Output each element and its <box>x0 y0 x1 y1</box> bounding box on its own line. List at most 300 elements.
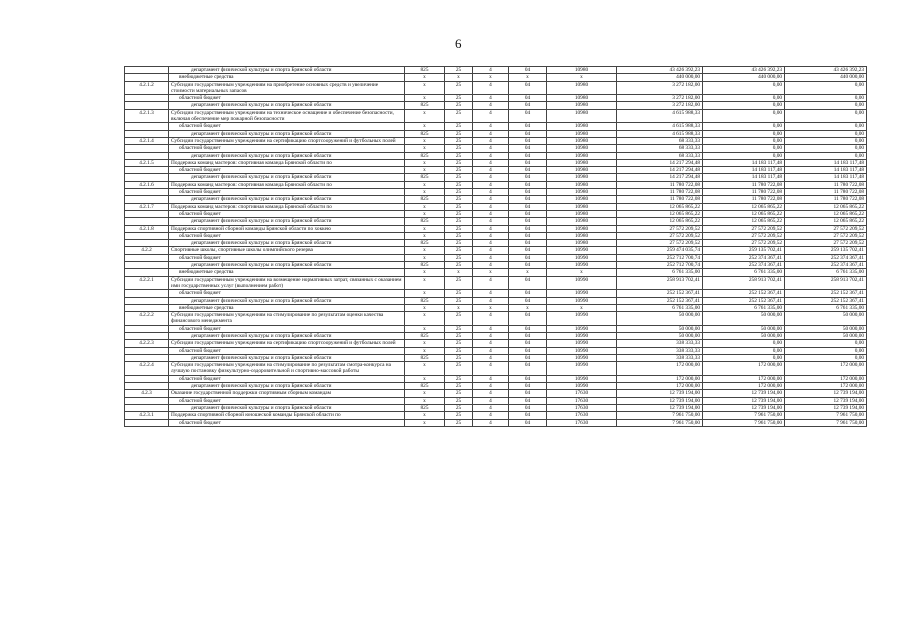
amount-year3-cell: 7 961 750,00 <box>785 419 867 426</box>
code-subprogram-cell: 4 <box>473 390 509 397</box>
code-program-cell: 25 <box>445 276 473 290</box>
code-direction-cell: 10980 <box>547 189 617 196</box>
code-subprogram-cell: 4 <box>473 340 509 347</box>
amount-year1-cell: 172 000,00 <box>617 383 703 390</box>
amount-year1-cell: 14 217 294,48 <box>617 167 703 174</box>
code-direction-cell: 10990 <box>547 383 617 390</box>
amount-year2-cell: 0,00 <box>703 340 785 347</box>
row-number-cell <box>125 152 169 159</box>
code-event-cell: 04 <box>509 218 547 225</box>
amount-year1-cell: 172 000,00 <box>617 362 703 376</box>
row-number-cell: 4.2.2.2 <box>125 312 169 326</box>
code-program-cell: 25 <box>445 137 473 144</box>
code-gp-cell: 825 <box>405 174 445 181</box>
table-row <box>125 276 867 290</box>
amount-year3-cell: 0,00 <box>785 145 867 152</box>
amount-year1-cell: 338 333,33 <box>617 354 703 361</box>
code-subprogram-cell: 4 <box>473 203 509 210</box>
code-program-cell: 25 <box>445 181 473 188</box>
amount-year3-cell: 172 000,00 <box>785 375 867 382</box>
code-direction-cell: 10990 <box>547 254 617 261</box>
code-gp-cell: x <box>405 203 445 210</box>
row-number-cell <box>125 210 169 217</box>
amount-year3-cell: 440 000,00 <box>785 74 867 81</box>
code-event-cell: 04 <box>509 210 547 217</box>
amount-year3-cell: 14 183 117,48 <box>785 174 867 181</box>
amount-year2-cell: 0,00 <box>703 102 785 109</box>
row-number-cell <box>125 254 169 261</box>
row-name-cell: департамент физической культуры и спорта Брянской области <box>169 297 405 304</box>
row-number-cell: 4.2.3 <box>125 390 169 397</box>
code-direction-cell: 17630 <box>547 412 617 419</box>
table-row <box>125 102 867 109</box>
row-name-cell: Субсидии государственным учреждениям на техническое оснащение и обеспечение безопасности, включая обеспечение мер пожарной безопасности <box>169 109 405 123</box>
code-direction-cell: x <box>547 269 617 276</box>
amount-year1-cell: 172 000,00 <box>617 375 703 382</box>
code-gp-cell: x <box>405 74 445 81</box>
row-name-cell: Оказание государственной поддержки спортивным сборным командам <box>169 390 405 397</box>
table-row <box>125 167 867 174</box>
row-number-cell <box>125 404 169 411</box>
code-subprogram-cell: 4 <box>473 95 509 102</box>
code-subprogram-cell: 4 <box>473 196 509 203</box>
row-number-cell <box>125 232 169 239</box>
code-direction-cell: 10980 <box>547 137 617 144</box>
table-row <box>125 404 867 411</box>
code-program-cell: 25 <box>445 123 473 130</box>
amount-year1-cell: 259 474 035,74 <box>617 247 703 254</box>
code-event-cell: 04 <box>509 362 547 376</box>
code-event-cell: 04 <box>509 383 547 390</box>
amount-year2-cell: 11 780 722,08 <box>703 189 785 196</box>
row-name-cell: областной бюджет <box>169 210 405 217</box>
amount-year2-cell: 252 374 367,41 <box>703 262 785 269</box>
amount-year3-cell: 259 135 702,41 <box>785 247 867 254</box>
code-event-cell: 04 <box>509 254 547 261</box>
code-program-cell: 25 <box>445 145 473 152</box>
amount-year1-cell: 4 615 988,33 <box>617 130 703 137</box>
code-direction-cell: 17630 <box>547 397 617 404</box>
amount-year1-cell: 258 913 702,41 <box>617 276 703 290</box>
table-row <box>125 189 867 196</box>
code-event-cell: 04 <box>509 102 547 109</box>
amount-year1-cell: 68 333,33 <box>617 152 703 159</box>
row-number-cell: 4.2.1.8 <box>125 225 169 232</box>
code-subprogram-cell: 4 <box>473 167 509 174</box>
row-number-cell: 4.2.2 <box>125 247 169 254</box>
code-event-cell: 04 <box>509 412 547 419</box>
code-direction-cell: 10980 <box>547 210 617 217</box>
code-event-cell: 04 <box>509 397 547 404</box>
code-event-cell: 04 <box>509 123 547 130</box>
code-direction-cell: 10990 <box>547 340 617 347</box>
code-subprogram-cell: 4 <box>473 240 509 247</box>
code-program-cell: 25 <box>445 312 473 326</box>
row-number-cell <box>125 325 169 332</box>
row-number-cell: 4.2.1.7 <box>125 203 169 210</box>
row-name-cell: внебюджетные средства <box>169 304 405 311</box>
amount-year2-cell: 11 780 722,08 <box>703 196 785 203</box>
code-direction-cell: 10980 <box>547 181 617 188</box>
code-gp-cell: x <box>405 390 445 397</box>
amount-year2-cell: 14 183 117,48 <box>703 174 785 181</box>
code-program-cell: 25 <box>445 340 473 347</box>
row-name-cell: Поддержка спортивной сборной команды Брянской области по хоккею <box>169 225 405 232</box>
code-event-cell: 04 <box>509 232 547 239</box>
row-name-cell: департамент физической культуры и спорта Брянской области <box>169 240 405 247</box>
code-program-cell: 25 <box>445 174 473 181</box>
code-program-cell: 25 <box>445 225 473 232</box>
amount-year1-cell: 12 739 194,00 <box>617 397 703 404</box>
amount-year3-cell: 252 374 367,41 <box>785 254 867 261</box>
row-name-cell: Субсидии государственным учреждениям на сертификацию спортсооружений и футбольных полей <box>169 137 405 144</box>
table-row <box>125 325 867 332</box>
amount-year1-cell: 7 961 750,00 <box>617 412 703 419</box>
page-number: 6 <box>455 36 462 51</box>
code-event-cell: 04 <box>509 390 547 397</box>
code-subprogram-cell: 4 <box>473 109 509 123</box>
code-subprogram-cell: 4 <box>473 232 509 239</box>
amount-year3-cell: 0,00 <box>785 347 867 354</box>
code-gp-cell: x <box>405 232 445 239</box>
code-event-cell: 04 <box>509 130 547 137</box>
table-row <box>125 383 867 390</box>
amount-year3-cell: 172 000,00 <box>785 383 867 390</box>
code-direction-cell: 10980 <box>547 240 617 247</box>
code-gp-cell: x <box>405 109 445 123</box>
amount-year3-cell: 14 183 117,48 <box>785 159 867 166</box>
code-event-cell: 04 <box>509 137 547 144</box>
code-subprogram-cell: 4 <box>473 123 509 130</box>
row-name-cell: областной бюджет <box>169 145 405 152</box>
table-row <box>125 290 867 297</box>
code-event-cell: 04 <box>509 181 547 188</box>
code-direction-cell: x <box>547 304 617 311</box>
code-program-cell: 25 <box>445 67 473 74</box>
code-event-cell: x <box>509 74 547 81</box>
code-gp-cell: 825 <box>405 152 445 159</box>
table-row <box>125 247 867 254</box>
table-row <box>125 145 867 152</box>
code-subprogram-cell: 4 <box>473 102 509 109</box>
code-subprogram-cell: 4 <box>473 218 509 225</box>
code-gp-cell: x <box>405 225 445 232</box>
code-direction-cell: 10980 <box>547 159 617 166</box>
row-number-cell <box>125 347 169 354</box>
code-subprogram-cell: 4 <box>473 404 509 411</box>
table-row <box>125 210 867 217</box>
code-gp-cell: 825 <box>405 218 445 225</box>
row-name-cell: департамент физической культуры и спорта Брянской области <box>169 383 405 390</box>
code-gp-cell: 825 <box>405 404 445 411</box>
row-name-cell: областной бюджет <box>169 189 405 196</box>
row-name-cell: областной бюджет <box>169 123 405 130</box>
amount-year2-cell: 27 572 209,52 <box>703 225 785 232</box>
code-program-cell: 25 <box>445 419 473 426</box>
code-event-cell: x <box>509 304 547 311</box>
code-program-cell: x <box>445 304 473 311</box>
code-event-cell: 04 <box>509 262 547 269</box>
code-gp-cell: x <box>405 145 445 152</box>
row-name-cell: внебюджетные средства <box>169 269 405 276</box>
amount-year2-cell: 7 961 750,00 <box>703 412 785 419</box>
table-row <box>125 67 867 74</box>
code-program-cell: x <box>445 269 473 276</box>
table-row <box>125 137 867 144</box>
row-number-cell <box>125 167 169 174</box>
code-event-cell: 04 <box>509 297 547 304</box>
row-number-cell <box>125 95 169 102</box>
amount-year3-cell: 0,00 <box>785 81 867 95</box>
row-number-cell <box>125 419 169 426</box>
row-name-cell: Субсидии государственным учреждениям на возмещение нормативных затрат, связанных с оказанием ими государственных услуг (выполнением работ) <box>169 276 405 290</box>
code-program-cell: 25 <box>445 325 473 332</box>
code-program-cell: 25 <box>445 297 473 304</box>
row-number-cell <box>125 383 169 390</box>
table-row <box>125 152 867 159</box>
code-direction-cell: 10980 <box>547 67 617 74</box>
amount-year1-cell: 338 333,33 <box>617 347 703 354</box>
amount-year1-cell: 27 572 209,52 <box>617 225 703 232</box>
code-subprogram-cell: x <box>473 304 509 311</box>
amount-year3-cell: 27 572 209,52 <box>785 225 867 232</box>
code-event-cell: 04 <box>509 404 547 411</box>
code-gp-cell: x <box>405 269 445 276</box>
amount-year2-cell: 252 152 367,41 <box>703 290 785 297</box>
code-event-cell: 04 <box>509 67 547 74</box>
code-event-cell: 04 <box>509 332 547 339</box>
code-gp-cell: x <box>405 137 445 144</box>
row-number-cell <box>125 269 169 276</box>
amount-year3-cell: 252 152 367,41 <box>785 297 867 304</box>
row-number-cell: 4.2.2.4 <box>125 362 169 376</box>
code-program-cell: 25 <box>445 81 473 95</box>
code-program-cell: 25 <box>445 375 473 382</box>
amount-year3-cell: 11 780 722,08 <box>785 196 867 203</box>
code-direction-cell: 10990 <box>547 290 617 297</box>
code-gp-cell: x <box>405 189 445 196</box>
amount-year1-cell: 252 712 700,74 <box>617 262 703 269</box>
row-number-cell: 4.2.2.3 <box>125 340 169 347</box>
code-subprogram-cell: 4 <box>473 210 509 217</box>
amount-year2-cell: 12 739 194,00 <box>703 390 785 397</box>
code-program-cell: 25 <box>445 189 473 196</box>
table-row <box>125 332 867 339</box>
amount-year3-cell: 6 761 335,00 <box>785 304 867 311</box>
row-number-cell <box>125 174 169 181</box>
code-subprogram-cell: 4 <box>473 159 509 166</box>
amount-year3-cell: 0,00 <box>785 123 867 130</box>
code-direction-cell: 10990 <box>547 354 617 361</box>
code-direction-cell: 10980 <box>547 102 617 109</box>
amount-year1-cell: 11 780 722,08 <box>617 196 703 203</box>
amount-year3-cell: 7 961 750,00 <box>785 412 867 419</box>
code-event-cell: 04 <box>509 325 547 332</box>
amount-year2-cell: 258 913 702,41 <box>703 276 785 290</box>
table-row <box>125 419 867 426</box>
code-direction-cell: 10990 <box>547 297 617 304</box>
code-gp-cell: 825 <box>405 383 445 390</box>
code-event-cell: 04 <box>509 203 547 210</box>
amount-year1-cell: 252 712 700,74 <box>617 254 703 261</box>
amount-year3-cell: 11 780 722,08 <box>785 181 867 188</box>
row-number-cell <box>125 332 169 339</box>
row-number-cell <box>125 262 169 269</box>
row-name-cell: областной бюджет <box>169 167 405 174</box>
row-name-cell: областной бюджет <box>169 254 405 261</box>
amount-year2-cell: 12 065 865,22 <box>703 218 785 225</box>
code-gp-cell: 825 <box>405 102 445 109</box>
code-gp-cell: x <box>405 123 445 130</box>
amount-year2-cell: 12 739 194,00 <box>703 404 785 411</box>
code-program-cell: 25 <box>445 354 473 361</box>
row-number-cell <box>125 218 169 225</box>
code-program-cell: 25 <box>445 232 473 239</box>
code-event-cell: 04 <box>509 340 547 347</box>
amount-year1-cell: 3 272 182,00 <box>617 95 703 102</box>
amount-year3-cell: 11 780 722,08 <box>785 189 867 196</box>
code-subprogram-cell: 4 <box>473 189 509 196</box>
amount-year1-cell: 252 152 367,41 <box>617 290 703 297</box>
amount-year2-cell: 50 000,00 <box>703 325 785 332</box>
code-program-cell: 25 <box>445 167 473 174</box>
amount-year2-cell: 14 183 117,48 <box>703 167 785 174</box>
row-number-cell: 4.2.1.4 <box>125 137 169 144</box>
row-name-cell: Поддержка команд мастеров: спортивная команда Брянской области по <box>169 159 405 166</box>
table-row <box>125 312 867 326</box>
code-gp-cell: x <box>405 276 445 290</box>
code-program-cell: 25 <box>445 254 473 261</box>
table-row <box>125 347 867 354</box>
code-subprogram-cell: 4 <box>473 81 509 95</box>
amount-year2-cell: 252 152 367,41 <box>703 297 785 304</box>
row-number-cell: 4.2.2.1 <box>125 276 169 290</box>
table-row <box>125 340 867 347</box>
row-number-cell <box>125 304 169 311</box>
code-subprogram-cell: 4 <box>473 332 509 339</box>
row-number-cell: 4.2.1.6 <box>125 181 169 188</box>
code-subprogram-cell: 4 <box>473 383 509 390</box>
amount-year1-cell: 7 961 750,00 <box>617 419 703 426</box>
row-number-cell <box>125 74 169 81</box>
code-gp-cell: x <box>405 419 445 426</box>
table-row <box>125 390 867 397</box>
row-number-cell <box>125 290 169 297</box>
table-row <box>125 362 867 376</box>
amount-year1-cell: 12 065 865,22 <box>617 218 703 225</box>
amount-year2-cell: 0,00 <box>703 152 785 159</box>
amount-year3-cell: 12 065 865,22 <box>785 210 867 217</box>
code-gp-cell: x <box>405 340 445 347</box>
code-direction-cell: 17630 <box>547 390 617 397</box>
amount-year3-cell: 252 374 367,41 <box>785 262 867 269</box>
row-name-cell: департамент физической культуры и спорта Брянской области <box>169 196 405 203</box>
amount-year3-cell: 0,00 <box>785 152 867 159</box>
code-subprogram-cell: 4 <box>473 254 509 261</box>
row-number-cell <box>125 123 169 130</box>
code-direction-cell: 10990 <box>547 247 617 254</box>
code-subprogram-cell: 4 <box>473 312 509 326</box>
code-direction-cell: 10980 <box>547 81 617 95</box>
amount-year1-cell: 12 739 194,00 <box>617 404 703 411</box>
amount-year2-cell: 0,00 <box>703 130 785 137</box>
row-number-cell <box>125 196 169 203</box>
code-program-cell: 25 <box>445 332 473 339</box>
amount-year2-cell: 0,00 <box>703 137 785 144</box>
row-number-cell <box>125 189 169 196</box>
code-subprogram-cell: x <box>473 269 509 276</box>
code-event-cell: 04 <box>509 174 547 181</box>
code-gp-cell: x <box>405 347 445 354</box>
code-direction-cell: 17630 <box>547 404 617 411</box>
amount-year1-cell: 50 000,00 <box>617 312 703 326</box>
row-name-cell: Поддержка спортивной сборной юношеской команды Брянской области по <box>169 412 405 419</box>
amount-year1-cell: 440 000,00 <box>617 74 703 81</box>
code-subprogram-cell: 4 <box>473 181 509 188</box>
table-row <box>125 123 867 130</box>
table-row <box>125 304 867 311</box>
row-number-cell <box>125 297 169 304</box>
amount-year3-cell: 252 152 367,41 <box>785 290 867 297</box>
table-row <box>125 95 867 102</box>
code-subprogram-cell: 4 <box>473 419 509 426</box>
row-number-cell <box>125 240 169 247</box>
amount-year1-cell: 3 272 182,00 <box>617 102 703 109</box>
row-number-cell <box>125 375 169 382</box>
row-name-cell: областной бюджет <box>169 347 405 354</box>
code-event-cell: 04 <box>509 159 547 166</box>
code-gp-cell: x <box>405 290 445 297</box>
amount-year2-cell: 0,00 <box>703 123 785 130</box>
row-name-cell: областной бюджет <box>169 325 405 332</box>
row-name-cell: Субсидии государственным учреждениям на приобретение основных средств и увеличение стоимости материальных запасов <box>169 81 405 95</box>
code-gp-cell: x <box>405 81 445 95</box>
amount-year2-cell: 27 572 209,52 <box>703 240 785 247</box>
row-number-cell <box>125 67 169 74</box>
amount-year1-cell: 27 572 209,52 <box>617 240 703 247</box>
code-direction-cell: x <box>547 74 617 81</box>
code-direction-cell: 10990 <box>547 375 617 382</box>
code-direction-cell: 10990 <box>547 362 617 376</box>
code-program-cell: 25 <box>445 362 473 376</box>
table-row <box>125 174 867 181</box>
amount-year2-cell: 0,00 <box>703 81 785 95</box>
amount-year1-cell: 338 333,33 <box>617 340 703 347</box>
code-direction-cell: 10980 <box>547 109 617 123</box>
amount-year2-cell: 0,00 <box>703 109 785 123</box>
table-row <box>125 225 867 232</box>
code-direction-cell: 10980 <box>547 95 617 102</box>
code-event-cell: 04 <box>509 167 547 174</box>
amount-year3-cell: 27 572 209,52 <box>785 240 867 247</box>
row-name-cell: департамент физической культуры и спорта Брянской области <box>169 152 405 159</box>
amount-year3-cell: 27 572 209,52 <box>785 232 867 239</box>
amount-year2-cell: 12 065 865,22 <box>703 210 785 217</box>
code-subprogram-cell: 4 <box>473 67 509 74</box>
code-gp-cell: x <box>405 312 445 326</box>
amount-year3-cell: 43 426 392,23 <box>785 67 867 74</box>
row-name-cell: департамент физической культуры и спорта Брянской области <box>169 67 405 74</box>
row-number-cell <box>125 354 169 361</box>
table-row <box>125 254 867 261</box>
code-subprogram-cell: 4 <box>473 247 509 254</box>
code-direction-cell: 10980 <box>547 225 617 232</box>
row-name-cell: Поддержка команд мастеров: спортивная команда Брянской области по <box>169 181 405 188</box>
row-number-cell: 4.2.1.2 <box>125 81 169 95</box>
code-gp-cell: 825 <box>405 297 445 304</box>
amount-year1-cell: 27 572 209,52 <box>617 232 703 239</box>
code-program-cell: 25 <box>445 240 473 247</box>
